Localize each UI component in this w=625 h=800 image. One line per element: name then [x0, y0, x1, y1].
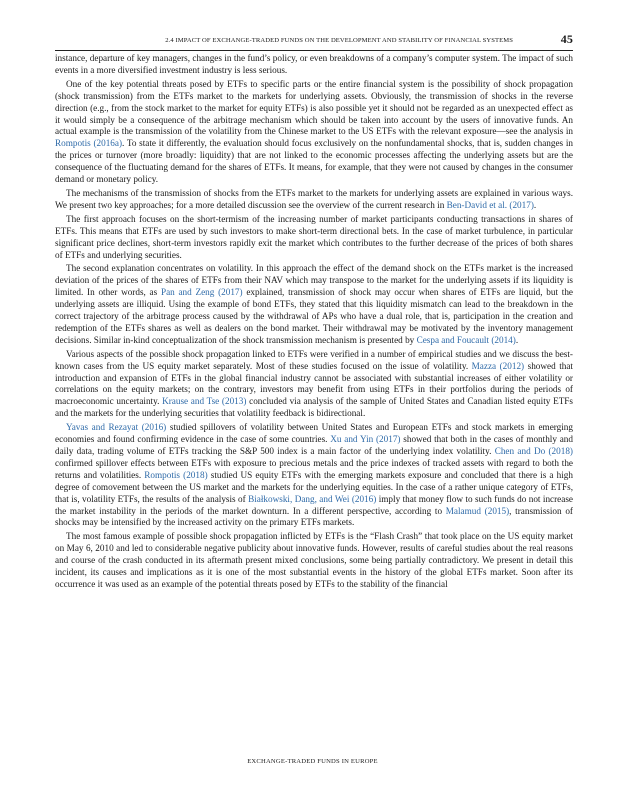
paragraph-text: The first approach focuses on the short-termism of the increasing number of market participants conducting transactions in shares of ETFs. This means that ETFs are used by such investors to make short-term directional bets. In the case of market turbulence, in particular significant price declines, short-term investors rapidly exit the market which contributes to the further decrease of the prices of both shares of ETFs and underlying securities. [55, 213, 573, 260]
book-title: EXCHANGE-TRADED FUNDS IN EUROPE [247, 758, 378, 765]
citation-link[interactable]: Pan and Zeng (2017) [160, 287, 243, 298]
paragraph-text: concluded via analysis of the sample of United States and Canadian listed equity ETFs and the markets for the underlying securities that volatility feedback is bidirectional. [55, 396, 573, 419]
citation-link[interactable]: Yavas and Rezayat (2016) [66, 422, 167, 433]
citation-link[interactable]: Krause and Tse (2013) [162, 396, 247, 407]
paragraph-text: . [533, 199, 537, 210]
paragraph [55, 263, 573, 346]
paragraph-text: , transmission of shocks may be intensified by the increased activity on the primary ETFs markets. [55, 505, 573, 528]
paragraph-text: . [515, 334, 519, 345]
citation-link[interactable]: Białkowski, Dang, and Wei (2016) [248, 493, 377, 504]
paragraph-text: studied US equity ETFs with the emerging markets exposure and concluded that there is a high degree of comovement between the US market and the markets for the underlying equities. In the case of a rather unique category of ETFs, that is, volatility ETFs, the results of the analysis of [55, 469, 573, 504]
paragraph-text: showed that both in the cases of monthly and daily data, trading volume of ETFs tracking the S&P 500 index is a main factor of the underlying index volatility. [55, 434, 573, 456]
paragraph-text: The mechanisms of the transmission of shocks from the ETFs market to the markets for underlying assets are explained in various ways. We present two key approaches; for a more detailed discussion see the overview of the current research in [55, 187, 573, 210]
paragraph [55, 349, 573, 420]
paragraph [55, 531, 573, 591]
paragraph [55, 422, 573, 529]
paragraph-text: instance, departure of key managers, changes in the fund’s policy, or even breakdowns of a company’s computer system. The impact of such events in a more diversified investment industry is less serious. [55, 53, 573, 75]
running-footer [0, 758, 625, 765]
citation-link[interactable]: Ben-David et al. (2017) [446, 199, 534, 210]
paragraph-text: studied spillovers of volatility between United States and European ETFs and stock markets in emerging economies and found confirming evidence in the case of some countries. [55, 422, 573, 445]
running-title: 2.4 IMPACT OF EXCHANGE-TRADED FUNDS ON THE DEVELOPMENT AND STABILITY OF FINANCIAL SYSTEMS [165, 37, 513, 44]
paragraph-text: One of the key potential threats posed by ETFs to specific parts or the entire financial system is the possibility of shock propagation (shock transmission) from the ETFs market to the markets for underlying assets. Obviously, the transmission of shocks in the reverse direction (e.g., from the stock market to the market for equity ETFs) is also possible yet it should not be regarded as an unexpected effect as it would simply be a consequence of the arbitrage mechanism which should be taken into account by the users of innovative funds. An actual example is the transmission of the volatility from the Chinese market to the US ETFs with the relevant exposure—see the analysis in [55, 78, 573, 137]
body-text [55, 53, 573, 593]
running-header [55, 33, 573, 49]
paragraph-text: imply that money flow to such funds do not increase the market instability in the periods of the market downturn. In a different perspective, according to [55, 493, 573, 516]
paragraph-text: confirmed spillover effects between ETFs with exposure to precious metals and the price indexes of tracked assets with regard to both the returns and volatilities. [55, 457, 573, 480]
header-rule [55, 50, 573, 51]
citation-link[interactable]: Rompotis (2016a) [55, 138, 123, 149]
citation-link[interactable]: Rompotis (2018) [144, 469, 208, 480]
citation-link[interactable]: Chen and Do (2018) [494, 446, 573, 456]
paragraph [55, 53, 573, 77]
paragraph-text: Various aspects of the possible shock propagation linked to ETFs were verified in a number of empirical studies and we discuss the best-known cases from the US equity market separately. Most of these studies focused on the issue of volatility. [55, 348, 573, 371]
citation-link[interactable]: Malamud (2015) [445, 505, 510, 516]
paragraph-text: explained, transmission of shock may occur when shares of ETFs are liquid, but the underlying assets are illiquid. Using the example of bond ETFs, they stated that this liquidity mismatch can lead to the breakdown in the correct trajectory of the arbitrage process caused by the withdrawal of APs who have a dual role, that is, participation in the creation and redemption of the ETFs shares as well as dealers on the bond market. Their withdrawal may be motivated by the inventory management decisions. Similar in-kind conceptualization of the shock transmission mechanism is presented by [55, 287, 574, 345]
page-number: 45 [560, 32, 573, 46]
paragraph-text: The second explanation concentrates on volatility. In this approach the effect of the demand shock on the ETFs market is the increased deviation of the prices of the shares of ETFs from their NAV which may transpose to the market for the underlying assets if its liquidity is limited. In other words, as [55, 263, 573, 298]
paragraph-text: showed that introduction and expansion of ETFs in the global financial industry cannot be associated with substantial increases of either volatility or correlations on the equity markets; on the contrary, investors may benefit from using ETFs in their portfolios during the periods of macroeconomic uncertainty. [55, 360, 573, 407]
paragraph [55, 79, 573, 186]
citation-link[interactable]: Mazza (2012) [471, 360, 525, 371]
citation-link[interactable]: Xu and Yin (2017) [330, 434, 401, 445]
citation-link[interactable]: Cespa and Foucault (2014) [416, 334, 516, 345]
paragraph-text: . To state it differently, the evaluation should focus exclusively on the nonfundamental shocks, that is, sudden changes in the prices or turnover (more broadly: liquidity) that are not linked to the economic processes affecting the underlying assets but are the consequence of the fluctuating demand for the shares of ETFs. It means, for example, that they were not caused by changes in the consumer demand or monetary policy. [55, 138, 573, 185]
paragraph [55, 188, 573, 212]
paragraph-text: The most famous example of possible shock propagation inflicted by ETFs is the “Flash Crash” that took place on the US equity market on May 6, 2010 and led to considerable negative publicity about innovative funds. However, results of careful studies about the real reasons and course of the crash conducted in its aftermath present mixed conclusions, some being partially contradictory. We present in detail this incident, its causes and implications as it is one of the most substantial events in the history of the global ETFs market. Soon after its occurrence it was used as an example of the potential threats posed by ETFs to the stability of the financial [55, 531, 573, 589]
paragraph [55, 214, 573, 262]
